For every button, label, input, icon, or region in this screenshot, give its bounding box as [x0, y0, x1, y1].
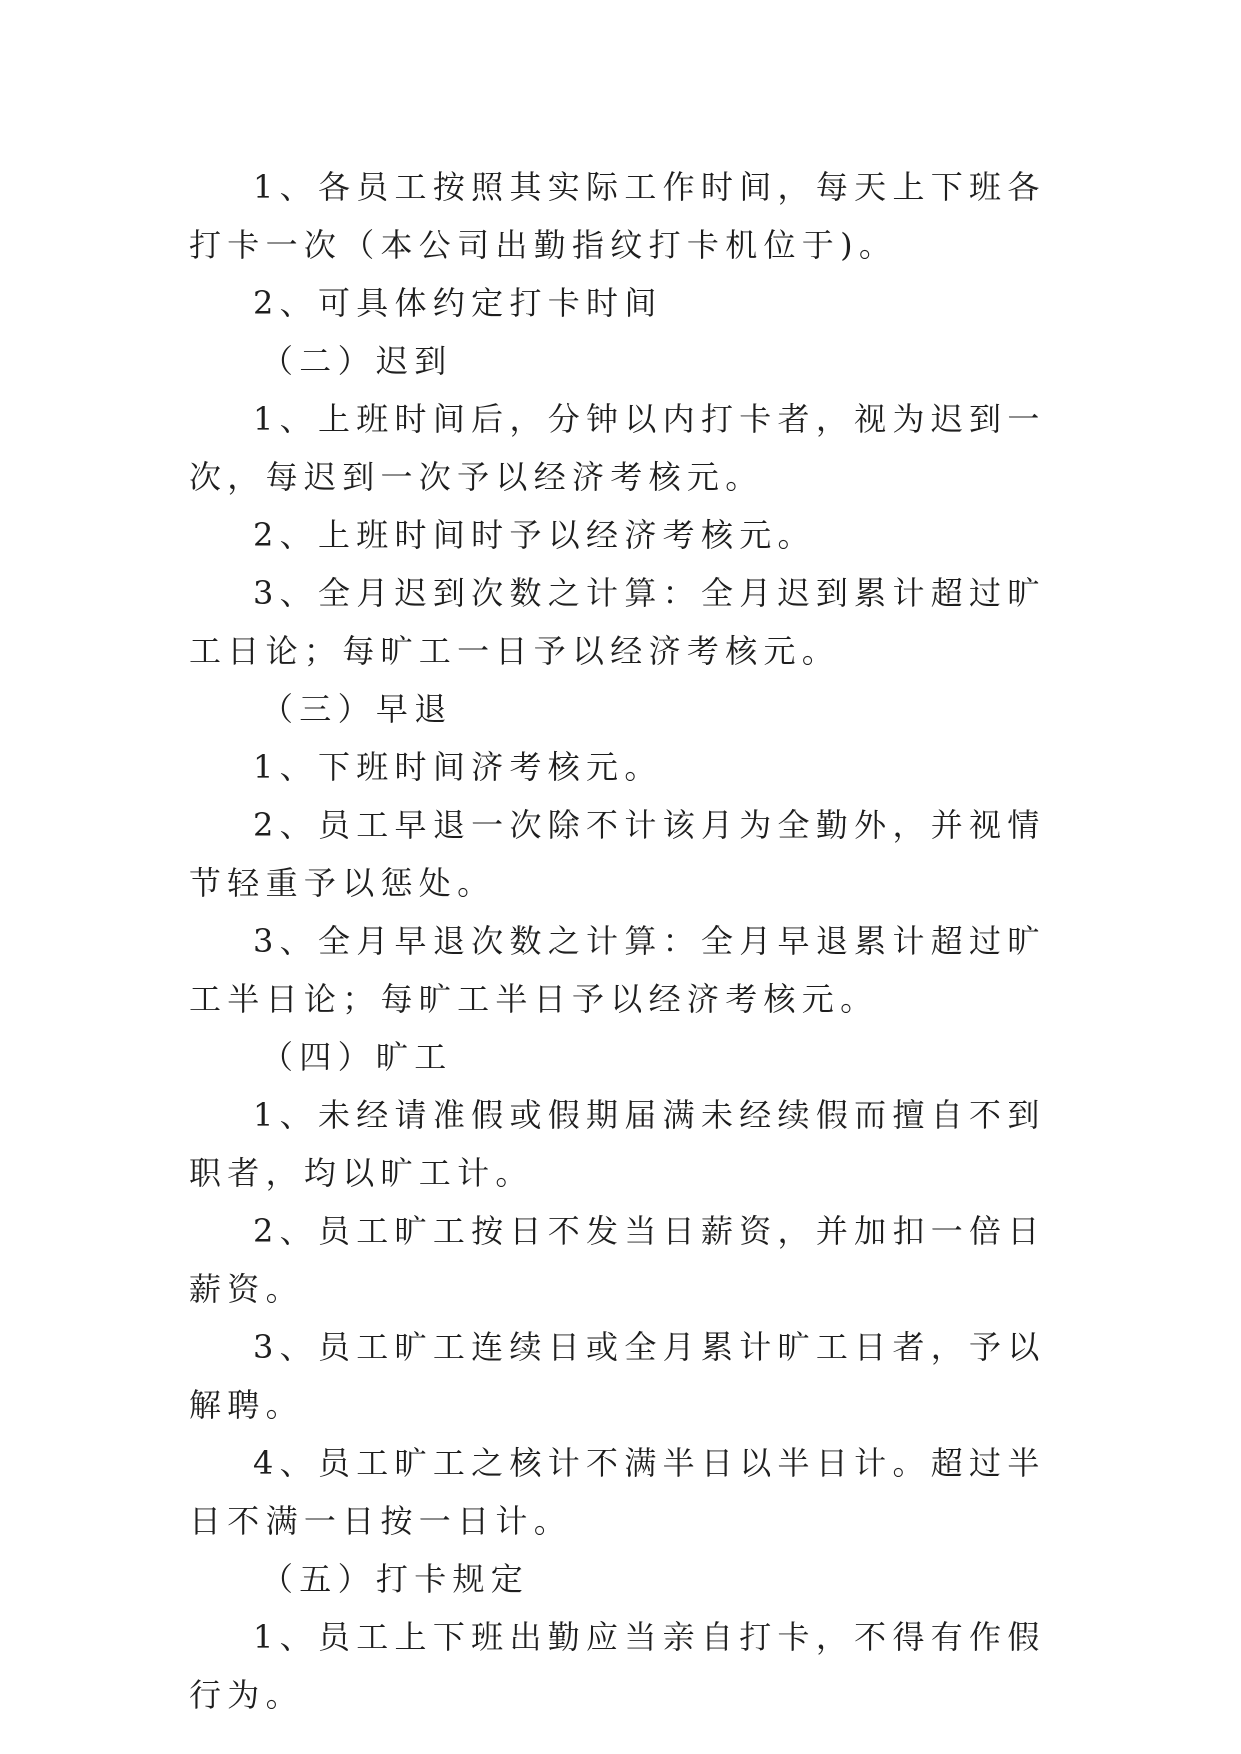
- paragraph-punch-rules-1: 1、员工上下班出勤应当亲自打卡，不得有作假行为。: [189, 1618, 1046, 1714]
- paragraph-absence-rule-4: 4、员工旷工之核计不满半日以半日计。超过半日不满一日按一日计。: [189, 1444, 1046, 1540]
- paragraph-punch-rule-1: 1、各员工按照其实际工作时间，每天上下班各打卡一次（本公司出勤指纹打卡机位于)。: [189, 168, 1046, 264]
- paragraph-early-leave-rule-2: 2、员工早退一次除不计该月为全勤外，并视情节轻重予以惩处。: [189, 806, 1046, 902]
- paragraph-late-rule-3: 3、全月迟到次数之计算：全月迟到累计超过旷工日论；每旷工一日予以经济考核元。: [189, 574, 1046, 670]
- paragraph-absence-rule-2: 2、员工旷工按日不发当日薪资，并加扣一倍日薪资。: [189, 1212, 1046, 1308]
- paragraph-late-rule-2: 2、上班时间时予以经济考核元。: [253, 516, 816, 554]
- paragraph-early-leave-rule-1: 1、下班时间济考核元。: [253, 748, 663, 786]
- paragraph-punch-rule-2: 2、可具体约定打卡时间: [253, 284, 663, 322]
- paragraph-absence-rule-1: 1、未经请准假或假期届满未经续假而擅自不到职者，均以旷工计。: [189, 1096, 1046, 1192]
- section-heading-absence: （四）旷工: [261, 1038, 453, 1076]
- paragraph-early-leave-rule-3: 3、全月早退次数之计算：全月早退累计超过旷工半日论；每旷工半日予以经济考核元。: [189, 922, 1046, 1018]
- paragraph-absence-rule-3: 3、员工旷工连续日或全月累计旷工日者，予以解聘。: [189, 1328, 1046, 1424]
- section-heading-early-leave: （三）早退: [261, 690, 453, 728]
- paragraph-late-rule-1: 1、上班时间后，分钟以内打卡者，视为迟到一次，每迟到一次予以经济考核元。: [189, 400, 1046, 496]
- section-heading-punch-rules: （五）打卡规定: [261, 1560, 530, 1598]
- section-heading-late: （二）迟到: [261, 342, 453, 380]
- document-body: [189, 158, 1069, 1724]
